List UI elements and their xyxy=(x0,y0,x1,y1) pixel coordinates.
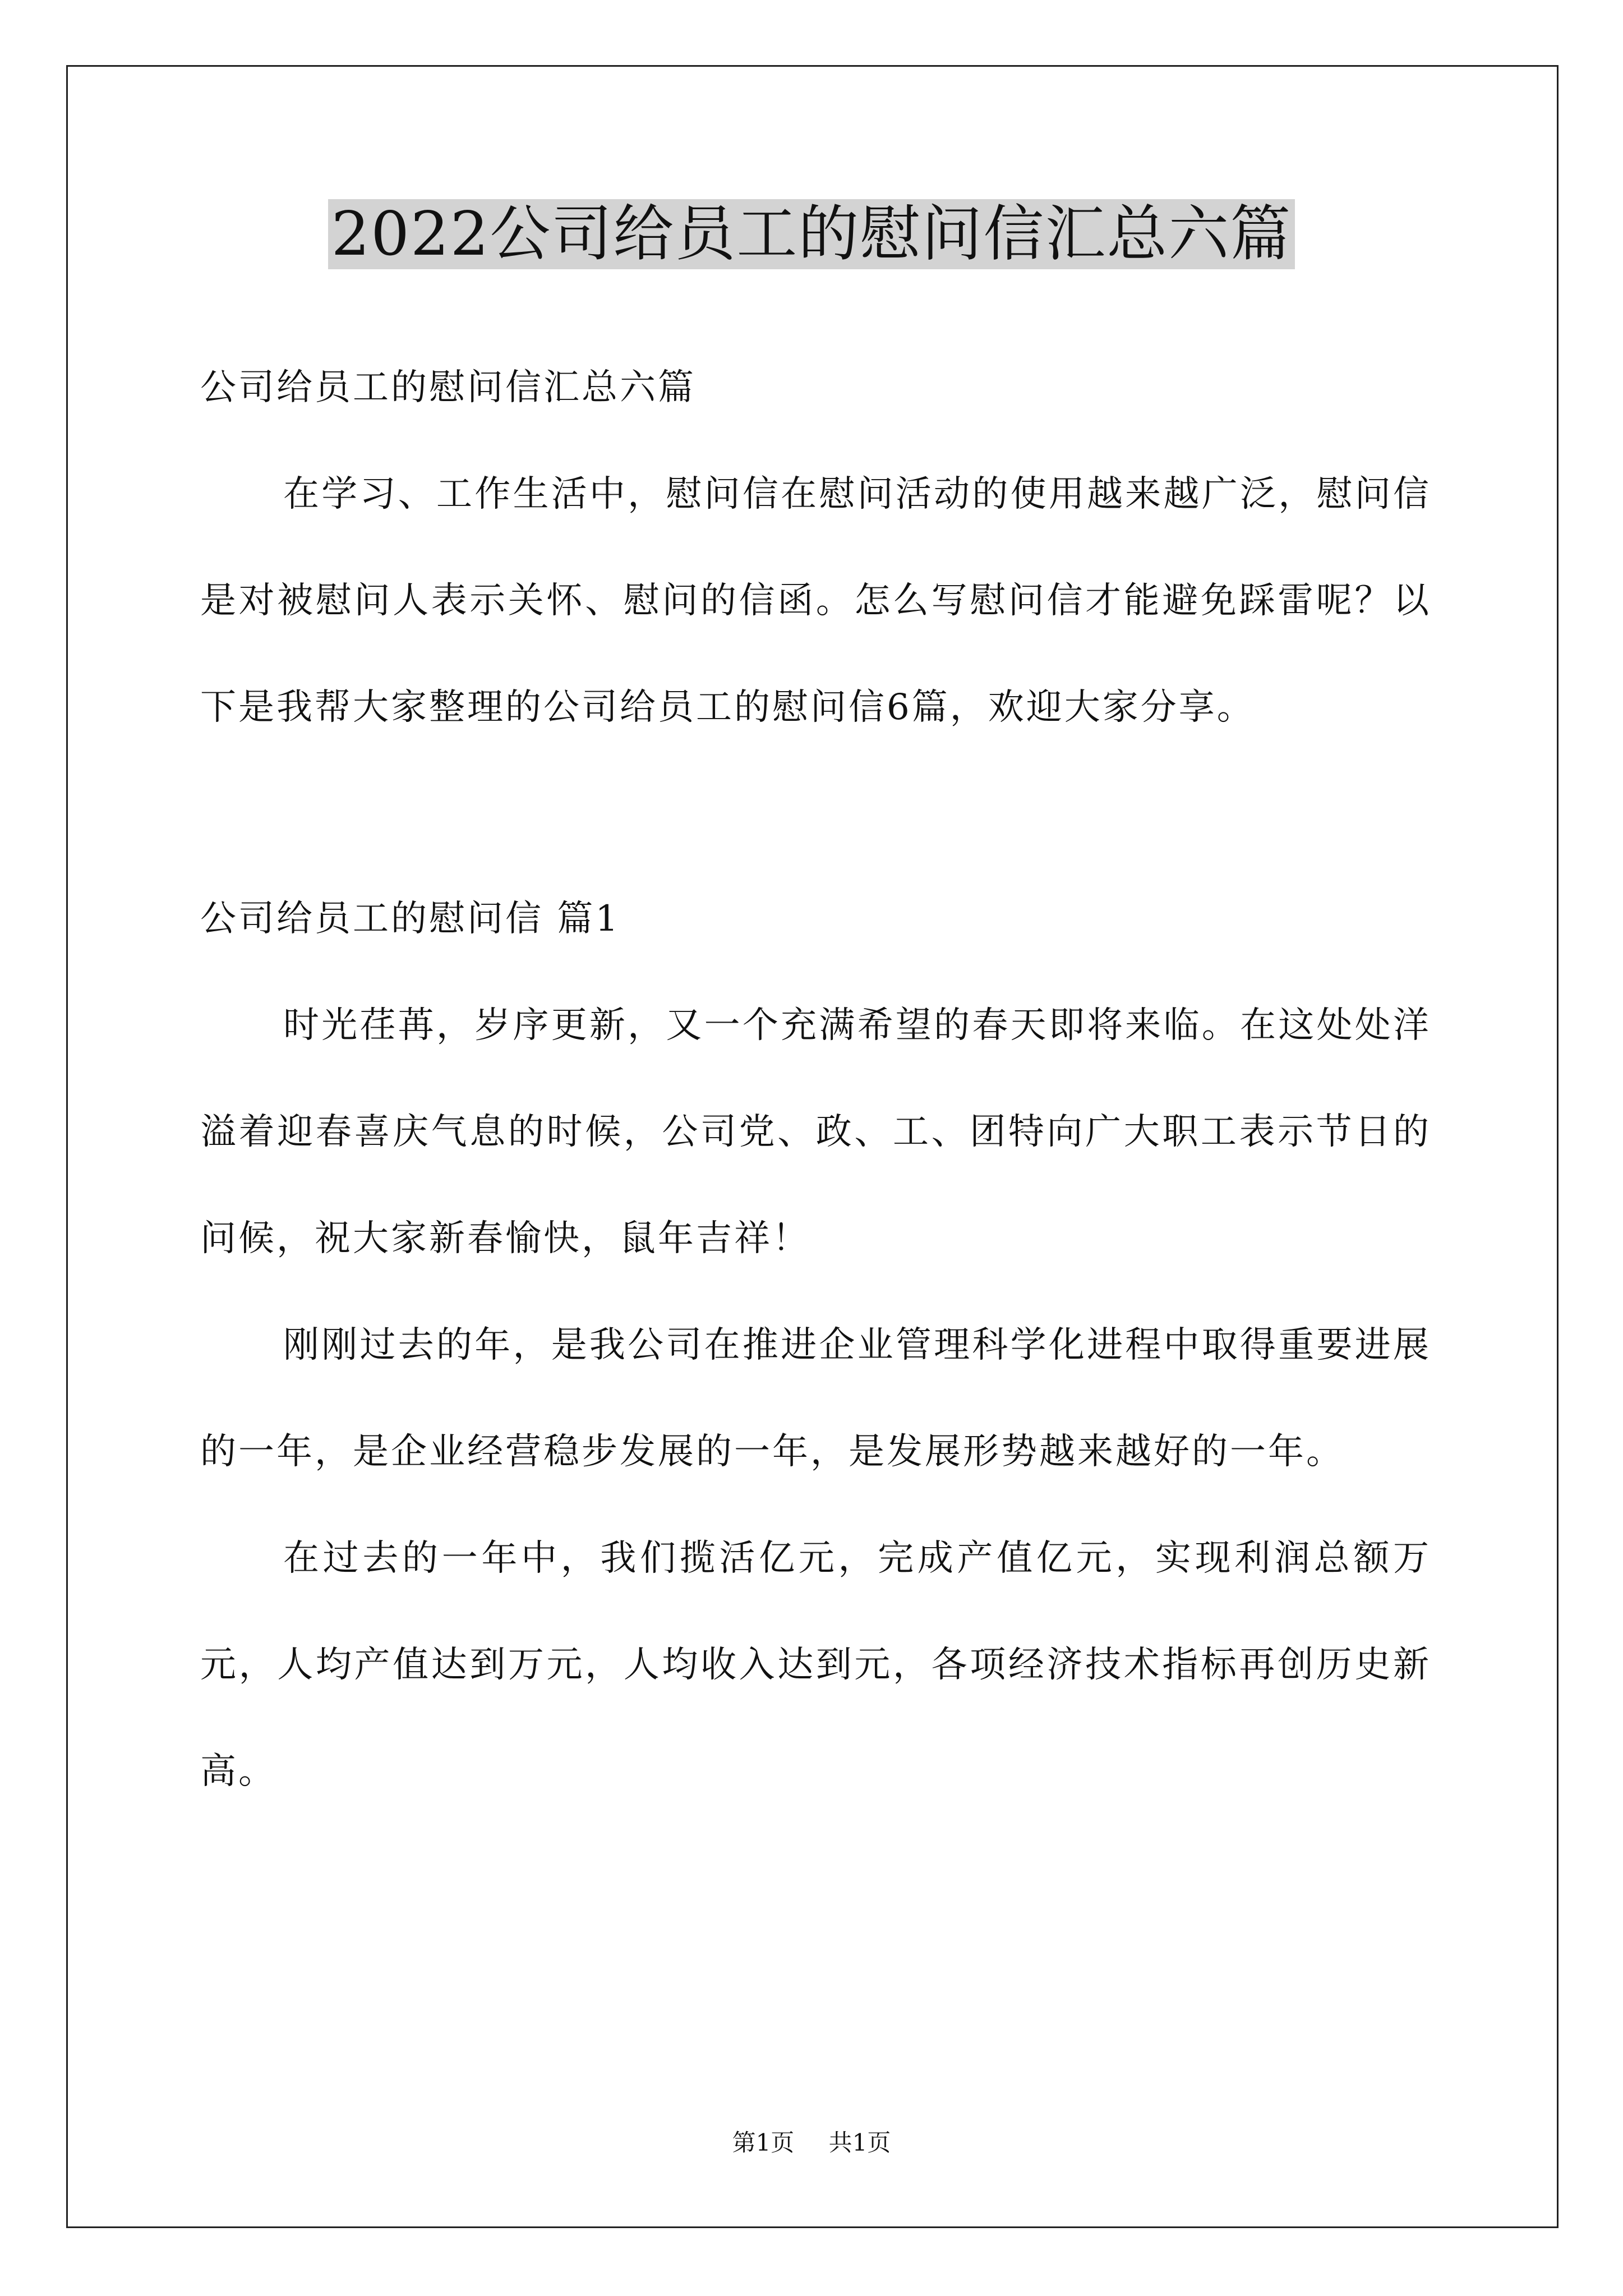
body-paragraph-1: 时光荏苒，岁序更新，又一个充满希望的春天即将来临。在这处处洋溢着迎春喜庆气息的时候，公司党、政、工、团特向广大职工表示节日的问候，祝大家新春愉快，鼠年吉祥！ xyxy=(200,1005,1431,1259)
section-spacer xyxy=(200,761,1431,866)
section-heading: 公司给员工的慰问信 篇1 xyxy=(200,898,621,940)
page-number: 第1页 xyxy=(732,2129,795,2156)
body-paragraph-2: 刚刚过去的年，是我公司在推进企业管理科学化进程中取得重要进展的一年，是企业经营稳步发展的一年，是发展形势越来越好的一年。 xyxy=(200,1324,1431,1473)
document-subtitle: 公司给员工的慰问信汇总六篇 xyxy=(200,367,696,408)
intro-paragraph: 在学习、工作生活中，慰问信在慰问活动的使用越来越广泛，慰问信是对被慰问人表示关怀、慰问的信函。怎么写慰问信才能避免踩雷呢？以下是我帮大家整理的公司给员工的慰问信6篇，欢迎大家分享。 xyxy=(200,473,1431,728)
body-paragraph-3: 在过去的一年中，我们揽活亿元，完成产值亿元，实现利润总额万元，人均产值达到万元，人均收入达到元，各项经济技术指标再创历史新高。 xyxy=(200,1538,1431,1792)
page-total: 共1页 xyxy=(828,2129,891,2156)
page-footer xyxy=(0,2126,1623,2160)
document-title xyxy=(0,195,1623,274)
document-title-text: 2022公司给员工的慰问信汇总六篇 xyxy=(328,199,1295,269)
document-body xyxy=(200,334,1431,1825)
